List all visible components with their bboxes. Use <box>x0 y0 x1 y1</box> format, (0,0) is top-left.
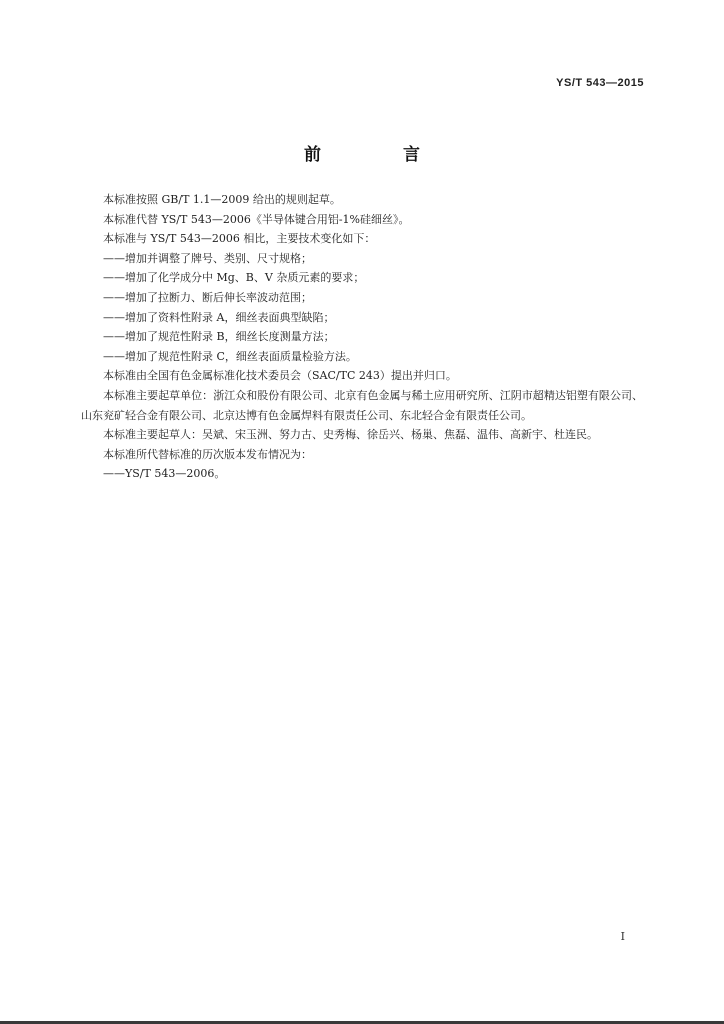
change-item: ——增加了规范性附录 C，细丝表面质量检验方法。 <box>103 349 357 363</box>
paragraph-history-intro: 本标准所代替标准的历次版本发布情况为： <box>103 447 312 461</box>
paragraph-drafters: 本标准主要起草人：吴斌、宋玉洲、努力古、史秀梅、徐岳兴、杨巢、焦磊、温伟、高新宇、杜连民。 <box>103 428 598 442</box>
change-item: ——增加并调整了牌号、类别、尺寸规格； <box>103 251 312 265</box>
foreword-body <box>81 190 643 484</box>
change-item: ——增加了拉断力、断后伸长率波动范围； <box>103 290 312 304</box>
standard-code: YS/T 543—2015 <box>556 77 644 89</box>
history-item: ——YS/T 543—2006。 <box>103 467 226 481</box>
change-item: ——增加了资料性附录 A，细丝表面典型缺陷； <box>103 310 335 324</box>
page-title: 前 言 <box>304 145 458 165</box>
paragraph-replaces: 本标准代替 YS/T 543—2006《半导体键合用铝-1%硅细丝》。 <box>103 212 410 226</box>
paragraph-changes-intro: 本标准与 YS/T 543—2006 相比，主要技术变化如下： <box>103 232 376 246</box>
paragraph-drafting-units: 本标准主要起草单位：浙江众和股份有限公司、北京有色金属与稀土应用研究所、江阴市超精达铝塑有限公司、山东兖矿轻合金有限公司、北京达博有色金属焊料有限责任公司、东北轻合金有限责任公司。 <box>81 388 643 422</box>
change-item: ——增加了规范性附录 B，细丝长度测量方法； <box>103 330 335 344</box>
page-number: I <box>620 930 625 943</box>
paragraph-drafting-rules: 本标准按照 GB/T 1.1—2009 给出的规则起草。 <box>103 193 341 206</box>
change-item: ——增加了化学成分中 Mg、B、V 杂质元素的要求； <box>103 271 365 285</box>
paragraph-proposed-by: 本标准由全国有色金属标准化技术委员会（SAC/TC 243）提出并归口。 <box>103 369 457 383</box>
